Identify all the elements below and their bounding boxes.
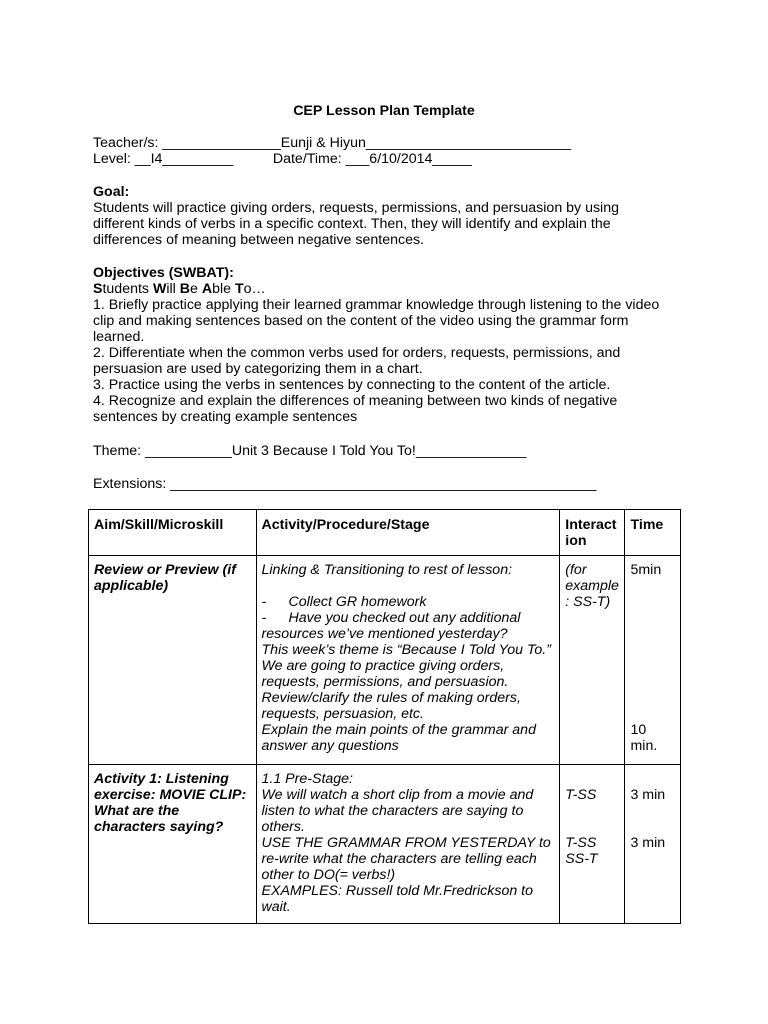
- row1-bullet: - Collect GR homework: [261, 594, 427, 610]
- row1-line: resources we’ve mentioned yesterday?: [261, 626, 508, 642]
- row2-time-1: 3 min: [630, 787, 666, 803]
- row2-interaction: [560, 765, 625, 924]
- row1-line: This week’s theme is “Because I Told You To.” We are going to practice giving orders, requests, permissions, and persuasion.: [261, 642, 551, 690]
- header-time: Time: [625, 510, 681, 556]
- objective-item: 1. Briefly practice applying their learned grammar knowledge through listening to the video clip and making sentences based on the content of the video using the grammar form learned.: [93, 297, 660, 345]
- row2-stage: 1.1 Pre-Stage:: [261, 771, 354, 787]
- objective-item: 2. Differentiate when the common verbs used for orders, requests, permissions, and persuasion are used by categorizing them in a chart.: [93, 345, 621, 377]
- theme-line: Theme: ___________Unit 3 Because I Told You To!______________: [93, 443, 527, 459]
- bullet-dash: -: [261, 610, 267, 626]
- row1-bullet: - Have you checked out any additional: [261, 610, 521, 626]
- header-interaction: Interact ion: [560, 510, 625, 556]
- swbat-letter: A: [201, 281, 213, 297]
- row1-line: Review/clarify the rules of making orders, requests, persuasion, etc.: [261, 690, 521, 722]
- objectives-list: [93, 297, 663, 425]
- row1-interaction: (for example : SS-T): [560, 556, 625, 765]
- goal-text: Students will practice giving orders, requests, permissions, and persuasion by using different kinds of verbs in a specific context. Then, they will identify and explain the differences of meaning between negative sentences.: [93, 200, 619, 248]
- row1-aim: Review or Preview (if applicable): [89, 556, 257, 765]
- row1-activity: [256, 556, 560, 765]
- table-row: [89, 556, 681, 765]
- swbat-letter: W: [152, 281, 167, 297]
- header-activity: Activity/Procedure/Stage: [256, 510, 560, 556]
- lesson-plan-table: [88, 509, 681, 924]
- row2-activity: [256, 765, 560, 924]
- swbat-word: tudents: [102, 281, 153, 297]
- row1-time-2: 10 min.: [630, 722, 658, 754]
- table-row: [89, 765, 681, 924]
- swbat-letter: B: [179, 281, 191, 297]
- row1-time: [625, 556, 681, 765]
- row2-time: [625, 765, 681, 924]
- row2-text: USE THE GRAMMAR FROM YESTERDAY to re-write what the characters are telling each other to DO(= verbs!): [261, 835, 551, 883]
- level-date-line: Level: __I4_________ Date/Time: ___6/10/2014_____: [93, 151, 472, 167]
- row1-intro: Linking & Transitioning to rest of lesson:: [261, 562, 513, 578]
- table-header-row: [89, 510, 681, 556]
- row2-text: We will watch a short clip from a movie and listen to what the characters are saying to others.: [261, 787, 534, 835]
- objectives-heading: Objectives (SWBAT):: [93, 265, 234, 281]
- swbat-letter: S: [93, 281, 103, 297]
- row2-aim: Activity 1: Listening exercise: MOVIE CLIP: What are the characters saying?: [89, 765, 257, 924]
- objective-item: 4. Recognize and explain the differences of meaning between two kinds of negative sentences by creating example sentences: [93, 393, 618, 425]
- swbat-word: ill: [166, 281, 180, 297]
- bullet-dash: -: [261, 594, 267, 610]
- goal-heading: Goal:: [93, 184, 130, 200]
- swbat-line: [93, 281, 693, 297]
- document-title: CEP Lesson Plan Template: [293, 103, 475, 119]
- row1-line: Explain the main points of the grammar and answer any questions: [261, 722, 536, 754]
- objective-item: 3. Practice using the verbs in sentences by connecting to the content of the article.: [93, 377, 611, 393]
- row2-time-2: 3 min: [630, 835, 666, 851]
- row2-interaction-1: T-SS: [565, 787, 597, 803]
- header-aim: Aim/Skill/Microskill: [89, 510, 257, 556]
- row2-text: EXAMPLES: Russell told Mr.Fredrickson to wait.: [261, 883, 534, 915]
- swbat-word: o…: [243, 281, 266, 297]
- swbat-letter: T: [234, 281, 244, 297]
- extensions-line: Extensions: ______________________________________________________: [93, 476, 597, 492]
- row2-interaction-2: T-SS SS-T: [565, 835, 598, 867]
- swbat-word: ble: [212, 281, 235, 297]
- teacher-line: Teacher/s: _______________Eunji & Hiyun__________________________: [93, 135, 572, 151]
- row1-time-1: 5min: [630, 562, 662, 578]
- swbat-word: e: [190, 281, 202, 297]
